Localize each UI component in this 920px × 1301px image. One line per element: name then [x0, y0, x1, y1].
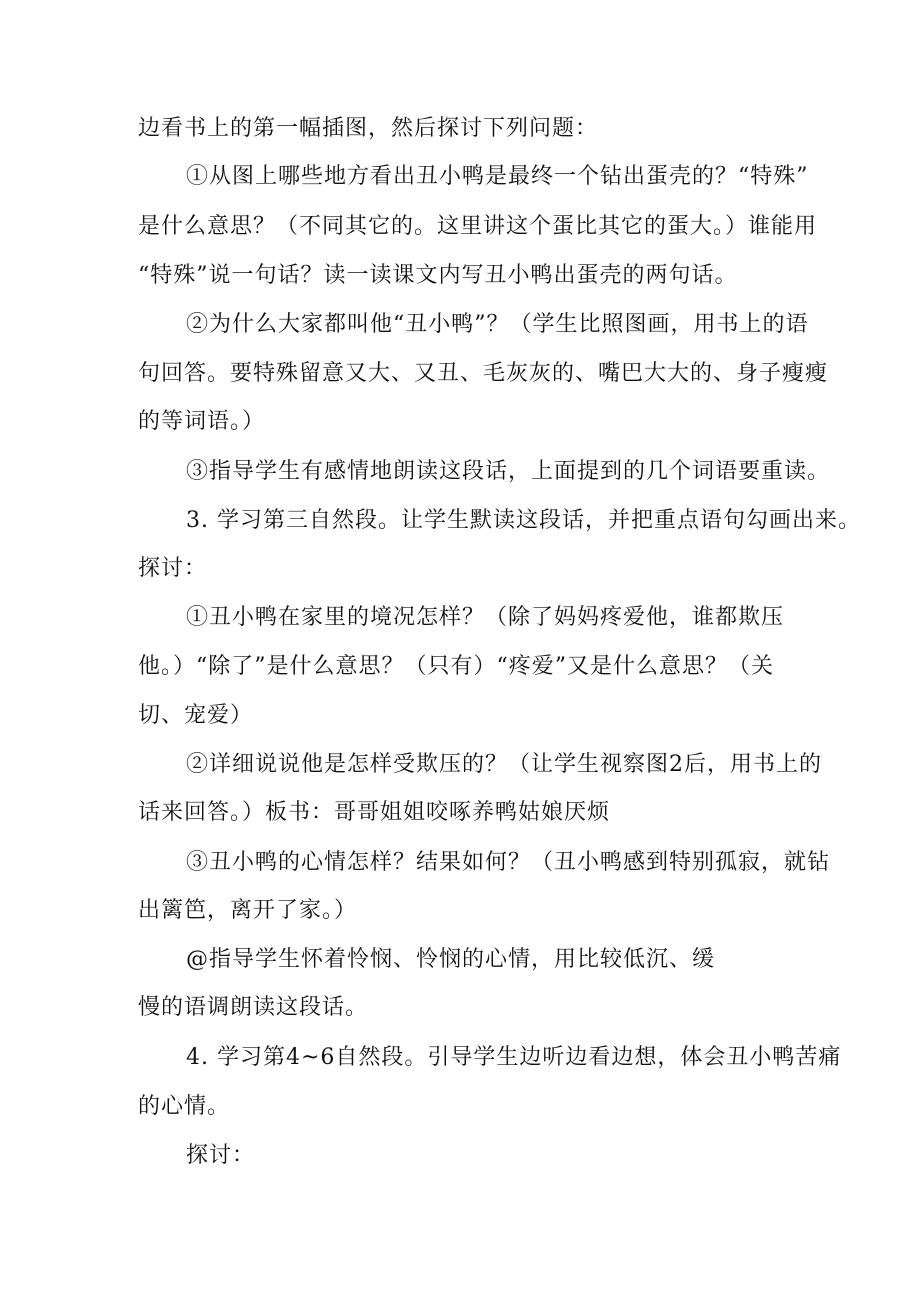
- paragraph-line: @指导学生怀着怜悯、怜悯的心情，用比较低沉、缓: [186, 947, 716, 972]
- paragraph-line: ③指导学生有感情地朗读这段话，上面提到的几个词语要重读。: [186, 459, 831, 484]
- paragraph-line: 是什么意思？（不同其它的。这里讲这个蛋比其它的蛋大。）谁能用: [138, 214, 818, 239]
- paragraph-line: ③丑小鸭的心情怎样？结果如何？（丑小鸭感到特别孤寂，就钻: [186, 850, 831, 875]
- paragraph-line: “特殊”说一句话？读一读课文内写丑小鸭出蛋壳的两句话。: [138, 263, 738, 288]
- paragraph-line: 句回答。要特殊留意又大、又丑、毛灰灰的、嘴巴大大的、身子瘦瘦: [138, 361, 829, 386]
- paragraph-line: 话来回答。）板书：哥哥姐姐咬啄养鸭姑娘厌烦: [138, 800, 611, 825]
- paragraph-line: 他。）“除了”是什么意思？（只有）“疼爱”又是什么意思？（关: [138, 654, 774, 679]
- paragraph-line: 边看书上的第一幅插图，然后探讨下列问题：: [138, 116, 599, 141]
- paragraph-line: 切、宠爱）: [138, 703, 254, 728]
- paragraph-line: 出篱笆，离开了家。）: [138, 898, 358, 923]
- section-heading: 4. 学习第4~6自然段。引导学生边听边看边想，体会丑小鸭苦痛: [186, 1045, 842, 1070]
- paragraph-line: 探讨：: [138, 556, 208, 581]
- paragraph-line: 的等词语。）: [138, 409, 266, 434]
- paragraph-line: 的心情。: [138, 1094, 231, 1119]
- paragraph-line: ①丑小鸭在家里的境况怎样？（除了妈妈疼爱他，谁都欺压: [186, 605, 785, 630]
- paragraph-line: ②为什么大家都叫他“丑小鸭”？（学生比照图画，用书上的语: [186, 312, 809, 337]
- paragraph-line: ②详细说说他是怎样受欺压的？（让学生视察图2后，用书上的: [186, 752, 822, 777]
- paragraph-line: 慢的语调朗读这段话。: [138, 995, 369, 1020]
- section-heading: 3. 学习第三自然段。让学生默读这段话，并把重点语句勾画出来。: [186, 508, 861, 533]
- paragraph-line: ①从图上哪些地方看出丑小鸭是最终一个钻出蛋壳的？“特殊”: [186, 164, 809, 189]
- paragraph-line: 探讨：: [186, 1143, 256, 1168]
